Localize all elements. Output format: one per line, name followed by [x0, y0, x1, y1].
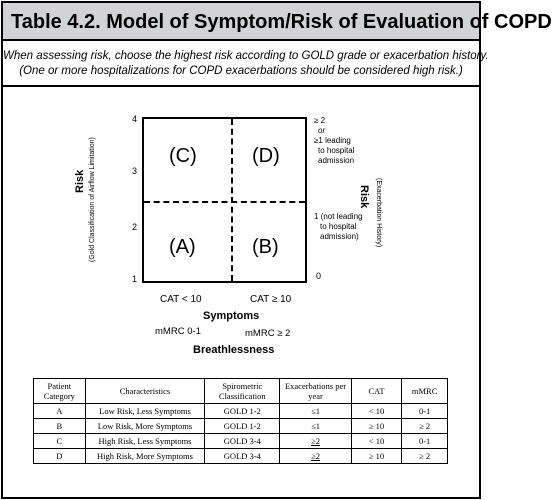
left-tick-2: 2	[132, 222, 138, 232]
quadrant-grid	[142, 117, 307, 283]
cell-cat: ≥ 10	[351, 449, 402, 464]
cell-spirometric: GOLD 1-2	[205, 419, 280, 434]
right-label-top-1: ≥ 2	[314, 116, 326, 125]
cell-cat: ≥ 10	[351, 419, 402, 434]
breathlessness-label: Breathlessness	[193, 344, 275, 356]
right-label-mid-2: to hospital	[320, 222, 357, 231]
mmrc-high-label: mMRC ≥ 2	[245, 328, 291, 339]
cell-exacerbations: ≤1	[280, 419, 351, 434]
cell-category: C	[34, 434, 86, 449]
cell-characteristics: Low Risk, More Symptoms	[85, 419, 205, 434]
cell-cat: < 10	[351, 434, 402, 449]
table-row	[34, 449, 448, 464]
mmrc-low-label: mMRC 0-1	[155, 326, 201, 337]
table-header-row	[34, 379, 448, 404]
subtitle-line-1: When assessing risk, choose the highest risk according to GOLD grade or exacerbation history.	[3, 50, 489, 62]
left-tick-4: 4	[132, 114, 138, 124]
category-table	[33, 378, 448, 464]
cell-spirometric: GOLD 1-2	[205, 404, 280, 419]
left-tick-1: 1	[132, 274, 138, 284]
left-tick-3: 3	[132, 166, 138, 176]
cell-mmrc: ≥ 2	[402, 449, 448, 464]
cell-characteristics: High Risk, Less Symptoms	[85, 434, 205, 449]
cell-spirometric: GOLD 3-4	[205, 434, 280, 449]
left-axis-title: Risk	[74, 169, 86, 193]
cell-characteristics: Low Risk, Less Symptoms	[85, 404, 205, 419]
cat-low-label: CAT < 10	[160, 294, 202, 305]
subtitle	[3, 43, 489, 87]
quadrant-d-label: (D)	[252, 145, 280, 167]
cell-category: A	[34, 404, 86, 419]
symptoms-label: Symptoms	[203, 310, 260, 322]
right-label-top-5: admission	[318, 156, 355, 165]
header-cat: CAT	[351, 379, 402, 404]
quadrant-c-label: (C)	[169, 145, 197, 167]
quadrant-a-label: (A)	[169, 236, 196, 258]
cell-exacerbations: ≤1	[280, 404, 351, 419]
left-axis-subtitle: (Gold Classification of Airflow Limitation)	[89, 137, 96, 262]
cell-characteristics: High Risk, More Symptoms	[85, 449, 205, 464]
header-exacerbations: Exacerbations per year	[280, 379, 351, 404]
cell-cat: < 10	[351, 404, 402, 419]
cell-category: D	[34, 449, 86, 464]
cat-high-label: CAT ≥ 10	[250, 294, 292, 305]
right-label-mid-1: 1 (not leading	[314, 212, 363, 221]
table-row	[34, 419, 448, 434]
subtitle-line-2: (One or more hospitalizations for COPD exacerbations should be considered high risk.)	[19, 65, 463, 77]
right-label-top-3: ≥1 leading	[314, 136, 351, 145]
table-row	[34, 434, 448, 449]
cell-spirometric: GOLD 3-4	[205, 449, 280, 464]
vertical-divider	[231, 119, 233, 281]
right-label-top	[314, 116, 354, 166]
header-characteristics: Characteristics	[85, 379, 205, 404]
right-label-top-4: to hospital	[318, 146, 355, 155]
page-title: Table 4.2. Model of Symptom/Risk of Evaluation of COPD	[3, 3, 479, 41]
right-axis-subtitle: (Exacerbation History)	[375, 178, 382, 248]
right-label-top-2: or	[318, 126, 326, 135]
cell-mmrc: 0-1	[402, 434, 448, 449]
header-mmrc: mMRC	[402, 379, 448, 404]
cell-category: B	[34, 419, 86, 434]
right-label-mid	[314, 212, 362, 242]
cell-exacerbations: ≥2	[280, 449, 351, 464]
cell-mmrc: 0-1	[402, 404, 448, 419]
right-axis-title: Risk	[358, 185, 370, 209]
horizontal-divider	[144, 201, 305, 203]
right-label-bottom: 0	[316, 271, 322, 281]
quadrant-b-label: (B)	[252, 236, 279, 258]
right-label-mid-3: admission)	[320, 232, 359, 241]
table-row	[34, 404, 448, 419]
header-patient-category: Patient Category	[34, 379, 86, 404]
cell-mmrc: ≥ 2	[402, 419, 448, 434]
header-spirometric: Spirometric Classification	[205, 379, 280, 404]
cell-exacerbations: ≥2	[280, 434, 351, 449]
